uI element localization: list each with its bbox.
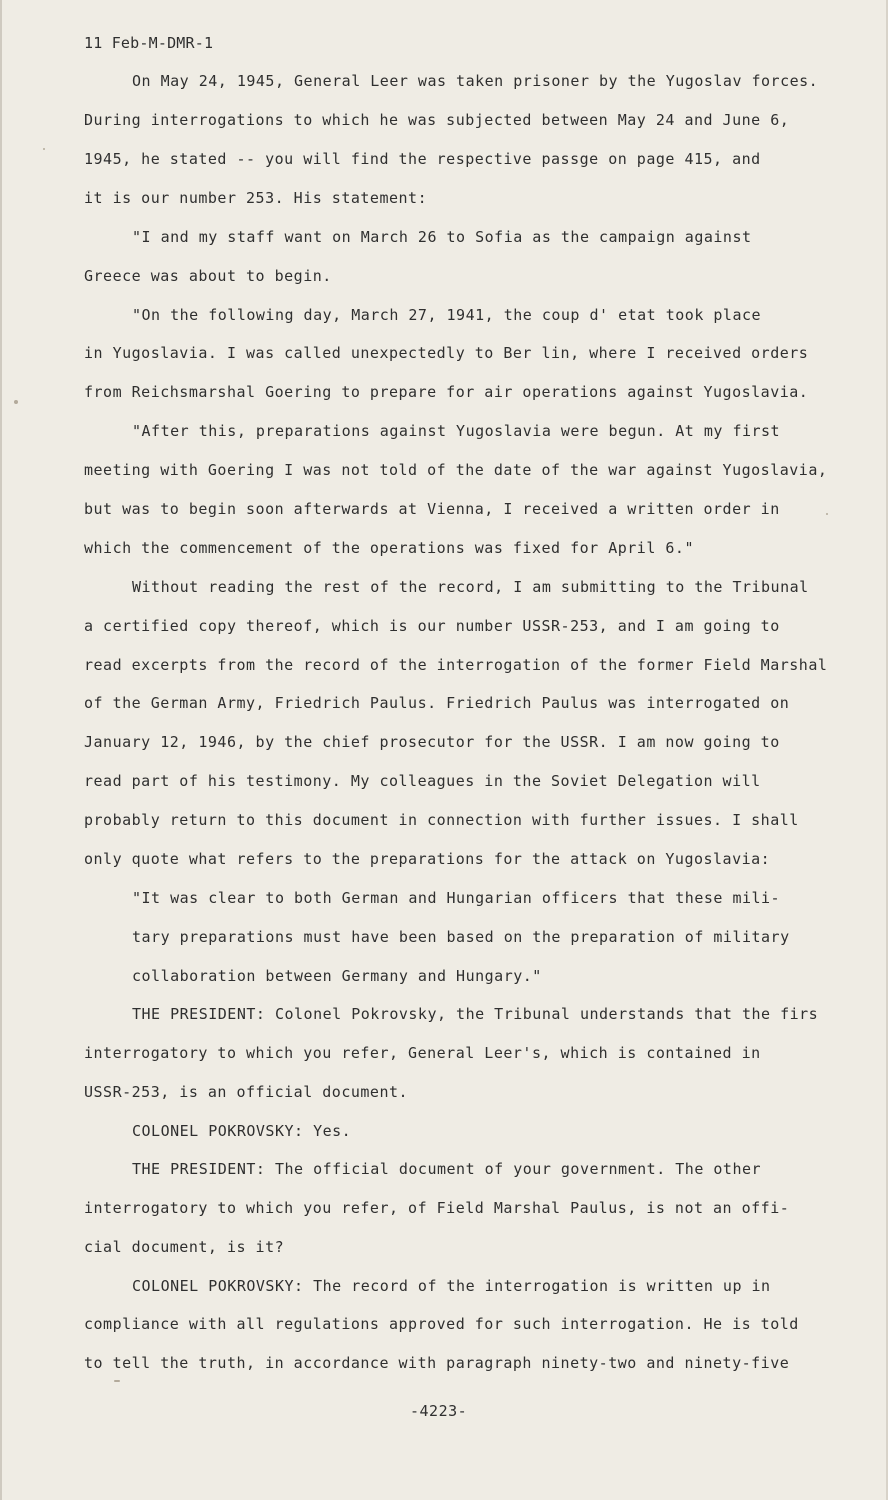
text-line: "After this, preparations against Yugoslavia were begun. At my first (132, 422, 781, 440)
text-line: compliance with all regulations approved for such interrogation. He is told (84, 1315, 799, 1333)
text-line: interrogatory to which you refer, General Leer's, which is contained in (84, 1044, 761, 1062)
text-line: COLONEL POKROVSKY: Yes. (132, 1122, 352, 1140)
text-line: but was to begin soon afterwards at Vienna, I received a written order in (84, 500, 780, 518)
page-number: -4223- (410, 1402, 468, 1420)
text-line: Greece was about to begin. (84, 267, 332, 285)
text-line: it is our number 253. His statement: (84, 189, 428, 207)
text-line: USSR-253, is an official document. (84, 1083, 409, 1101)
text-line: only quote what refers to the preparations for the attack on Yugoslavia: (84, 850, 771, 868)
text-line: of the German Army, Friedrich Paulus. Friedrich Paulus was interrogated on (84, 694, 790, 712)
text-line: "On the following day, March 27, 1941, the coup d' etat took place (132, 306, 762, 324)
text-line: interrogatory to which you refer, of Field Marshal Paulus, is not an offi- (84, 1199, 790, 1217)
text-line: to tell the truth, in accordance with paragraph ninety-two and ninety-five (84, 1354, 790, 1372)
text-line: THE PRESIDENT: Colonel Pokrovsky, the Tribunal understands that the firs (132, 1005, 819, 1023)
text-line: "It was clear to both German and Hungarian officers that these mili- (132, 889, 781, 907)
paper-speck (114, 1380, 120, 1382)
document-header-id: 11 Feb-M-DMR-1 (84, 34, 214, 52)
text-line: meeting with Goering I was not told of the date of the war against Yugoslavia, (84, 461, 828, 479)
text-line: COLONEL POKROVSKY: The record of the interrogation is written up in (132, 1277, 771, 1295)
text-line: read excerpts from the record of the interrogation of the former Field Marshal (84, 656, 828, 674)
text-line: which the commencement of the operations was fixed for April 6." (84, 539, 694, 557)
text-line: THE PRESIDENT: The official document of your government. The other (132, 1160, 762, 1178)
text-line: in Yugoslavia. I was called unexpectedly to Ber lin, where I received orders (84, 344, 809, 362)
text-line: cial document, is it? (84, 1238, 285, 1256)
text-line: collaboration between Germany and Hungary." (132, 967, 542, 985)
text-line: January 12, 1946, by the chief prosecutor for the USSR. I am now going to (84, 733, 780, 751)
text-line: During interrogations to which he was subjected between May 24 and June 6, (84, 111, 790, 129)
text-line: "I and my staff want on March 26 to Sofia as the campaign against (132, 228, 752, 246)
text-line: from Reichsmarshal Goering to prepare for air operations against Yugoslavia. (84, 383, 809, 401)
paper-speck (14, 400, 18, 404)
text-line: read part of his testimony. My colleagues in the Soviet Delegation will (84, 772, 761, 790)
text-line: Without reading the rest of the record, I am submitting to the Tribunal (132, 578, 809, 596)
text-line: tary preparations must have been based on the preparation of military (132, 928, 790, 946)
text-line: a certified copy thereof, which is our number USSR-253, and I am going to (84, 617, 780, 635)
paper-speck (826, 513, 828, 515)
paper-speck (43, 148, 45, 150)
text-line: 1945, he stated -- you will find the respective passge on page 415, and (84, 150, 761, 168)
text-line: probably return to this document in connection with further issues. I shall (84, 811, 799, 829)
text-line: On May 24, 1945, General Leer was taken prisoner by the Yugoslav forces. (132, 72, 819, 90)
